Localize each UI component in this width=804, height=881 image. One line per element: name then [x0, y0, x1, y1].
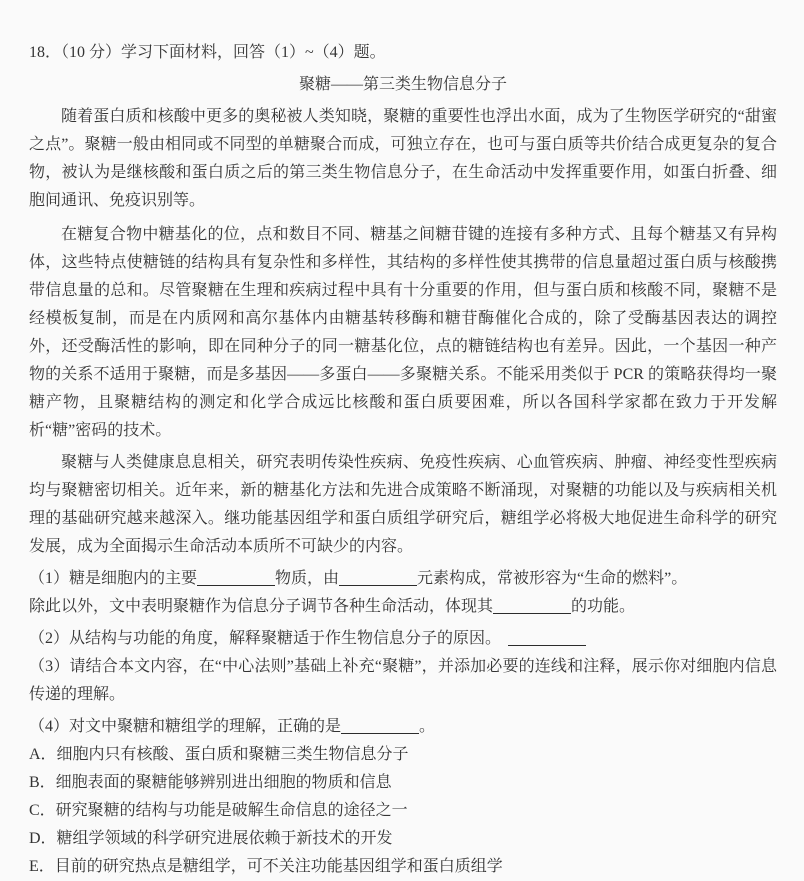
answer-blank-4 — [508, 632, 586, 646]
answer-blank-1 — [197, 572, 275, 586]
question-4 — [29, 713, 777, 741]
passage-paragraph-2: 在糖复合物中糖基化的位，点和数目不同、糖基之间糖苷键的连接有多种方式、且每个糖基又有异构体，这些特点使糖链的结构具有复杂性和多样性，其结构的多样性使其携带的信息量超过蛋白质与核酸携带信息量的总和。尽管聚糖在生理和疾病过程中具有十分重要的作用，但与蛋白质和核酸不同，聚糖不是经模板复制，而是在内质网和高尔基体内由糖基转移酶和糖苷酶催化合成的，除了受酶基因表达的调控外，还受酶活性的影响，即在同种分子的同一糖基化位，点的糖链结构也有差异。因此，一个基因一种产物的关系不适用于聚糖，而是多基因——多蛋白——多聚糖关系。不能采用类似于 PCR 的策略获得均一聚糖产物，且聚糖结构的测定和化学合成远比核酸和蛋白质要困难，所以各国科学家都在致力于开发解析“糖”密码的技术。 — [29, 226, 777, 439]
question-3: （3）请结合本文内容，在“中心法则”基础上补充“聚糖”，并添加必要的连线和注释，展示你对细胞内信息传递的理解。 — [29, 658, 777, 703]
passage-paragraph-1: 随着蛋白质和核酸中更多的奥秘被人类知晓，聚糖的重要性也浮出水面，成为了生物医学研究的“甜蜜之点”。聚糖一般由相同或不同型的单糖聚合而成，可独立存在，也可与蛋白质等共价结合成更复杂的复合物，被认为是继核酸和蛋白质之后的第三类生物信息分子，在生命活动中发挥重要作用，如蛋白折叠、细胞间通讯、免疫识别等。 — [29, 108, 777, 209]
answer-blank-5 — [341, 720, 419, 734]
question-1-text-a: （1）糖是细胞内的主要 — [29, 570, 198, 587]
question-1-line-1 — [29, 565, 777, 593]
question-2 — [29, 625, 777, 653]
question-1-line-2 — [29, 593, 777, 621]
question-stem: 18．（10 分）学习下面材料，回答（1）~（4）题。 — [29, 44, 386, 61]
question-4-text-a: （4）对文中聚糖和糖组学的理解，正确的是 — [29, 718, 342, 735]
question-1-text-c: 元素构成，常被形容为“生命的燃料”。 — [417, 570, 688, 587]
option-b: B．细胞表面的聚糖能够辨别进出细胞的物质和信息 — [29, 774, 392, 791]
question-2-text: （2）从结构与功能的角度，解释聚糖适于作生物信息分子的原因。 — [29, 630, 502, 647]
question-1-text-d: 除此以外，文中表明聚糖作为信息分子调节各种生命活动，体现其 — [29, 598, 494, 615]
question-1-text-e: 的功能。 — [571, 598, 636, 615]
question-1-text-b: 物质，由 — [275, 570, 340, 587]
passage-title: 聚糖——第三类生物信息分子 — [298, 76, 507, 93]
option-c: C．研究聚糖的结构与功能是破解生命信息的途径之一 — [29, 802, 408, 819]
option-e: E．目前的研究热点是糖组学，可不关注功能基因组学和蛋白质组学 — [29, 858, 503, 875]
answer-blank-2 — [339, 572, 417, 586]
passage-paragraph-3: 聚糖与人类健康息息相关，研究表明传染性疾病、免疫性疾病、心血管疾病、肿瘤、神经变性型疾病均与聚糖密切相关。近年来，新的糖基化方法和先进合成策略不断涌现，对聚糖的功能以及与疾病相关机理的基础研究越来越深入。继功能基因组学和蛋白质组学研究后，糖组学必将极大地促进生命科学的研究发展，成为全面揭示生命活动本质所不可缺少的内容。 — [29, 454, 777, 555]
answer-blank-3 — [493, 600, 571, 614]
question-4-text-b: 。 — [419, 718, 436, 735]
option-d: D．糖组学领域的科学研究进展依赖于新技术的开发 — [29, 830, 393, 847]
option-a: A．细胞内只有核酸、蛋白质和聚糖三类生物信息分子 — [29, 746, 409, 763]
